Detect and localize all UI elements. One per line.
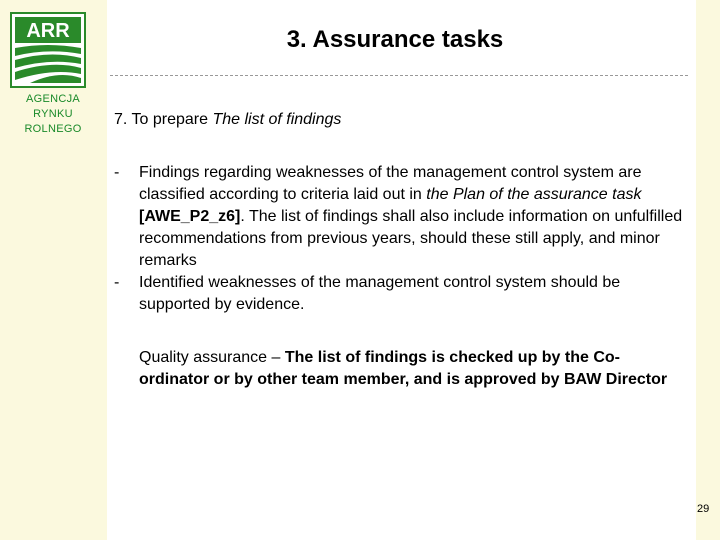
agency-line-3: ROLNEGO xyxy=(24,123,82,135)
title-divider xyxy=(110,75,688,76)
arr-logo xyxy=(10,12,86,88)
bullet-dash: - xyxy=(114,274,120,291)
agency-line-2: RYNKU xyxy=(33,108,73,120)
bullet-dash: - xyxy=(114,164,120,181)
slide-title: 3. Assurance tasks xyxy=(286,26,504,53)
bullet-text: Identified weaknesses of the management control system should be supported by evidence. xyxy=(139,274,621,313)
bullet-item-2 xyxy=(114,272,684,316)
qa-bold: The list of findings is checked up by the Co-ordinator or by other team member, and is approved by BAW Director xyxy=(139,349,668,388)
bullet-italic: the Plan of the assurance task xyxy=(426,186,642,203)
bullet-text: Findings regarding weaknesses of the management control system are classified according to criteria laid out in xyxy=(139,164,642,203)
right-sidebar xyxy=(696,0,720,540)
bullet-code: [AWE_P2_z6] xyxy=(139,208,241,225)
agency-line-1: AGENCJA xyxy=(25,93,81,105)
left-sidebar xyxy=(0,0,107,540)
bullet-list xyxy=(114,162,684,316)
agency-name xyxy=(8,92,98,137)
section-heading xyxy=(114,111,341,129)
heading-italic: The list of findings xyxy=(212,111,342,128)
bullet-text: . The list of findings shall also include information on unfulfilled recommendations from previous years, should these still apply, and minor remarks xyxy=(139,208,683,269)
logo-text: ARR xyxy=(26,20,70,42)
page-number: 29 xyxy=(697,503,710,515)
heading-prefix: 7. To prepare xyxy=(114,111,213,128)
quality-assurance-note xyxy=(139,347,687,391)
qa-prefix: Quality assurance – xyxy=(139,349,285,366)
bullet-item-1 xyxy=(114,162,684,272)
